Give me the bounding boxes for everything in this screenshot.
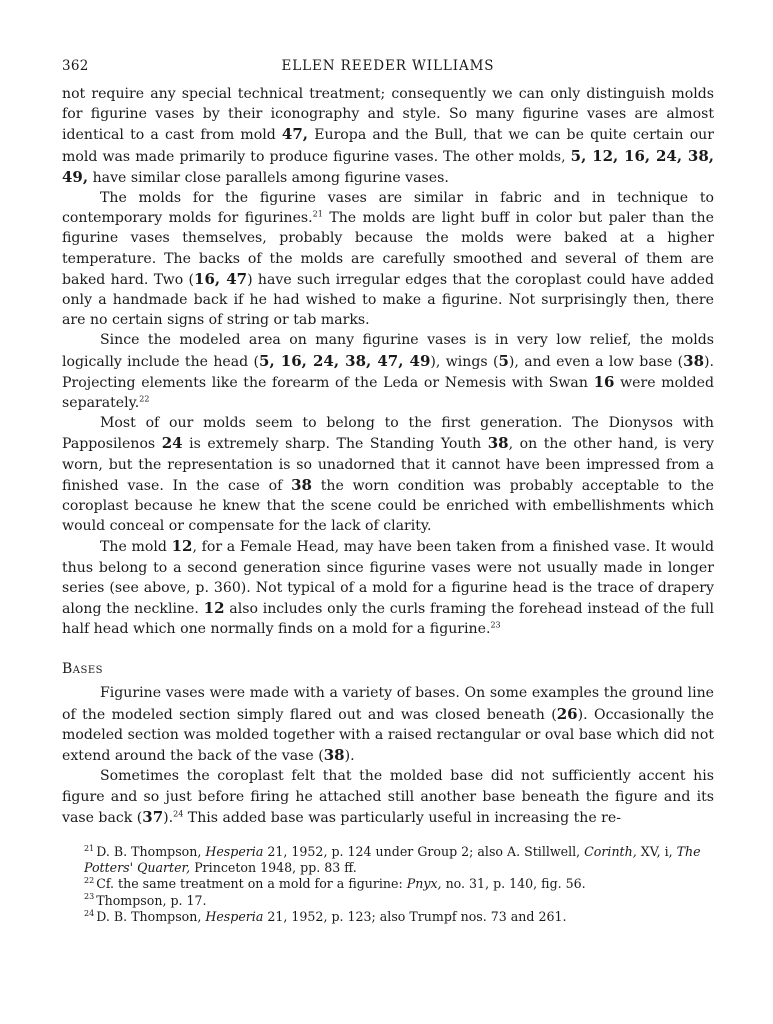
paragraph: Most of our molds seem to belong to the first generation. The Dionysos with Papposilenos 24 is extremely sharp. The Standing Youth 38, on the other hand, is very worn, but the representation is so unadorned that it cannot have been impressed from a finished vase. In the case of 38 the worn condition was probably acceptable to the coroplast because he knew that the scene could be enriched with embellishments which would conceal or compensate for the lack of clarity. [62, 415, 714, 535]
body-text [62, 84, 714, 828]
footnote-text: D. B. Thompson, Hesperia 21, 1952, p. 124 under Group 2; also A. Stillwell, Corinth, XV, i, The Potters' Quarter, Princeton 1948, pp. 83 ff. [84, 843, 701, 876]
footnote-text: Cf. the same treatment on a mold for a figurine: Pnyx, no. 31, p. 140, fig. 56. [96, 876, 586, 892]
section-heading: Bases [62, 661, 104, 678]
paragraph: Sometimes the coroplast felt that the molded base did not sufficiently accent his figure and so just before firing he attached still another base beneath the figure and its vase back (37).$^{24}$ This added base was particularly useful in increasing the re- [62, 768, 714, 826]
footnote [84, 844, 714, 876]
footnote-number: 23 [84, 892, 95, 902]
footnote-number: 22 [84, 876, 95, 886]
paragraph: The mold 12, for a Female Head, may have been taken from a finished vase. It would thus belong to a second generation since figurine vases were not usually made in longer series (see above, p. 360). Not typical of a mold for a figurine head is the trace of drapery along the neckline. 12 also includes only the curls framing the forehead instead of the full half head which one normally finds on a mold for a figurine.$^{23}$ [62, 537, 714, 638]
footnote [84, 909, 714, 925]
footnote-text: D. B. Thompson, Hesperia 21, 1952, p. 123; also Trumpf nos. 73 and 261. [96, 908, 567, 924]
running-head [62, 58, 714, 84]
paragraph: Since the modeled area on many figurine vases is in very low relief, the molds logically include the head (5, 16, 24, 38, 47, 49), wings (5), and even a low base (38). Projecting elements like the forearm of the Leda or Nemesis with Swan 16 were molded separately.$^{22}$ [62, 332, 714, 412]
paragraph: Figurine vases were made with a variety of bases. On some examples the ground line of the modeled section simply flared out and was closed beneath (26). Occasionally the modeled section was molded together with a raised rectangular or oval base which did not extend around the back of the vase (38). [62, 685, 714, 765]
footnote [84, 893, 714, 909]
footnote-number: 21 [84, 843, 95, 853]
page-number: 362 [62, 58, 89, 74]
running-title: ELLEN REEDER WILLIAMS [281, 58, 495, 74]
footnotes [62, 844, 714, 925]
paragraph: not require any special technical treatment; consequently we can only distinguish molds for figurine vases by their iconography and style. So many figurine vases are almost identical to a cast from mold 47, Europa and the Bull, that we can be quite certain our mold was made primarily to produce figurine vases. The other molds, 5, 12, 16, 24, 38, 49, have similar close parallels among figurine vases. [62, 86, 714, 186]
paragraph: The molds for the figurine vases are similar in fabric and in technique to contemporary molds for figurines.$^{21}$ The molds are light buff in color but paler than the figurine vases themselves, probably because the molds were baked at a higher temperature. The backs of the molds are carefully smoothed and several of them are baked hard. Two (16, 47) have such irregular edges that the coroplast could have added only a handmade back if he had wished to make a figurine. Not surprisingly then, there are no certain signs of string or tab marks. [62, 190, 715, 329]
footnote [84, 876, 714, 892]
footnote-number: 24 [84, 908, 95, 918]
footnote-text: Thompson, p. 17. [96, 892, 207, 908]
page [62, 58, 714, 925]
